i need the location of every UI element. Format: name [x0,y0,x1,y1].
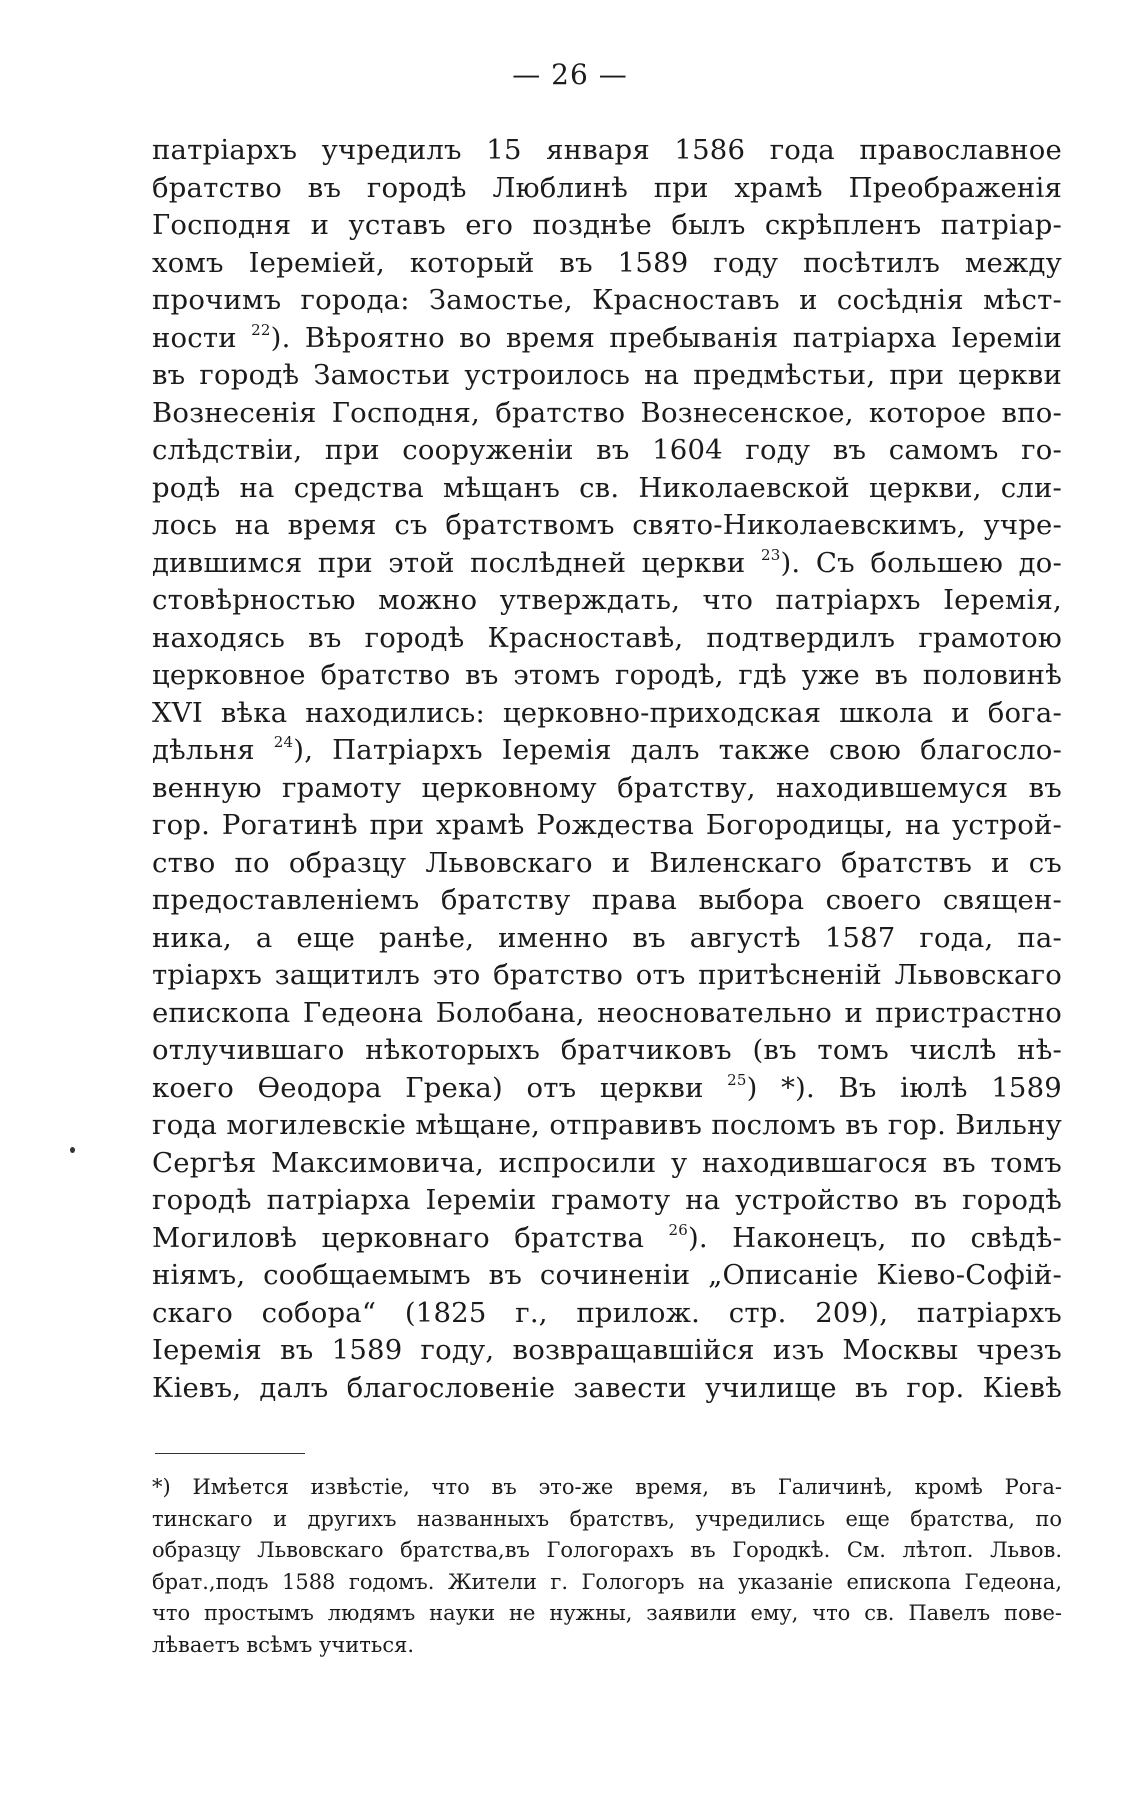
text-line [152,770,1062,808]
text-run: лось на время съ братствомъ свято-Николаевскимъ, учре- [152,509,1062,541]
main-text [152,132,1062,1407]
text-run: хомъ Іереміей, который въ 1589 году посѣтилъ между [152,246,1062,279]
footnote-reference: 23 [760,545,781,564]
text-line [152,845,1062,883]
text-run: ). Вѣроятно во время пребыванія патріарха Іереміи [270,321,1062,354]
text-line [152,1257,1062,1295]
footnote-line: брат.,подъ 1588 годомъ. Жители г. Гологоръ на указаніе епископа Гедеона, [152,1569,1062,1594]
text-run: Сергѣя Максимовича, испросили у находившагося въ томъ [152,1146,1062,1179]
text-line [152,1295,1062,1333]
text-run: братство въ городѣ Люблинѣ при храмѣ Преображенія [152,171,1062,204]
text-line [152,1370,1062,1408]
text-line [152,207,1062,245]
text-run: въ городѣ Замостьи устроилось на предмѣстьи, при церкви [152,359,1062,391]
text-line [152,357,1062,395]
text-line [152,582,1062,620]
text-run: ніямъ, сообщаемымъ въ сочиненіи „Описаніе Кіево-Софій- [152,1259,1062,1291]
text-line [152,1220,1062,1258]
footnote-separator [155,1453,305,1454]
text-line [152,882,1062,920]
footnote-line: тинскаго и другихъ названныхъ братствъ, учредились еще братства, по [152,1506,1062,1531]
text-line [152,957,1062,995]
text-line [152,1032,1062,1070]
text-run: предоставленіемъ братству права выбора своего священ- [152,884,1062,916]
text-line [152,470,1062,508]
text-line [152,507,1062,545]
text-line [152,320,1062,358]
text-line [152,432,1062,470]
text-run: патріархъ учредилъ 15 января 1586 года православное [152,134,1062,166]
text-run: отлучившаго нѣкоторыхъ братчиковъ (въ томъ числѣ нѣ- [152,1034,1062,1066]
text-line [152,695,1062,733]
margin-speck [70,1147,75,1153]
text-run: ника, а еще ранѣе, именно въ августѣ 1587 года, па- [152,921,1062,954]
text-run: Кіевъ, далъ благословеніе завести училище въ гор. Кіевѣ [152,1371,1062,1404]
footnote-reference: 22 [251,320,271,339]
text-run: прочимъ города: Замостье, Красноставъ и сосѣднія мѣст- [152,284,1062,316]
footnote-line: образцу Львовскаго братства,въ Гологорахъ въ Городкѣ. См. лѣтоп. Львов. [152,1538,1062,1562]
text-run: находясь въ городѣ Красноставѣ, подтвердилъ грамотою [152,621,1062,654]
text-run: ). Наконецъ, по свѣдѣ- [687,1221,1062,1254]
text-line [152,657,1062,695]
footnote-line: что простымъ людямъ науки не нужны, заявили ему, что св. Павелъ пове- [152,1601,1062,1625]
text-line [152,395,1062,433]
text-line [152,1107,1062,1145]
text-line [152,807,1062,845]
footnotes [152,1472,1062,1661]
text-run: стовѣрностью можно утверждать, что патріархъ Іеремія, [152,584,1062,616]
text-run: ности [152,321,252,354]
text-line [152,920,1062,958]
text-run: года могилевскіе мѣщане, отправивъ посломъ въ гор. Вильну [152,1109,1062,1141]
footnote-line: лѣваетъ всѣмъ учиться. [152,1632,415,1657]
text-run: Могиловѣ церковнаго братства [152,1221,669,1254]
text-line [152,1070,1062,1108]
text-run: слѣдствіи, при сооруженіи въ 1604 году въ самомъ го- [152,434,1062,466]
text-run: Іеремія въ 1589 году, возвращавшійся изъ Москвы чрезъ [152,1334,1062,1366]
footnote-reference: 26 [668,1220,688,1239]
text-line [152,1145,1062,1183]
text-line [152,732,1062,770]
text-line [152,282,1062,320]
text-run: церковное братство въ этомъ городѣ, гдѣ уже въ половинѣ [152,659,1062,691]
text-line [152,170,1062,208]
text-run: скаго собора“ (1825 г., прилож. стр. 209), патріархъ [152,1296,1062,1329]
text-line [152,620,1062,658]
footnote-reference: 24 [273,733,294,751]
page-number: — 26 — [512,58,628,91]
text-line [152,995,1062,1033]
text-run: ). Съ большею до- [780,546,1063,579]
text-run: XVI вѣка находились: церковно-приходская школа и бога- [152,696,1062,729]
footnote-line: *) Имѣется извѣстіе, что въ это-же время, въ Галичинѣ, кромѣ Рога- [152,1475,1062,1499]
text-run: Вознесенія Господня, братство Вознесенское, которое впо- [152,396,1062,429]
text-line [152,245,1062,283]
text-run: коего Өеодора Грека) отъ церкви [152,1071,728,1104]
text-run: епископа Гедеона Болобана, неосновательно и пристрастно [152,996,1062,1029]
text-run: тріархъ защитилъ это братство отъ притѣсненій Львовскаго [152,959,1062,991]
text-run: Господня и уставъ его позднѣе былъ скрѣпленъ патріар- [152,209,1062,241]
text-run: дѣльня [152,734,274,766]
text-line [152,1332,1062,1370]
text-line [152,1182,1062,1220]
text-line [152,545,1062,583]
text-run: ) *). Въ іюлѣ 1589 [746,1071,1062,1104]
text-line [152,132,1062,170]
text-run: родѣ на средства мѣщанъ св. Николаевской церкви, сли- [152,471,1062,504]
text-run: городѣ патріарха Іереміи грамоту на устройство въ городѣ [152,1184,1062,1216]
text-run: венную грамоту церковному братству, находившемуся въ [152,771,1062,804]
text-run: ство по образцу Львовскаго и Виленскаго братствъ и съ [152,846,1062,879]
text-run: гор. Рогатинѣ при храмѣ Рождества Богородицы, на устрой- [152,809,1062,841]
text-run: ), Патріархъ Іеремія далъ также свою благосло- [293,734,1062,766]
text-run: дившимся при этой послѣдней церкви [152,546,761,579]
footnote-reference: 25 [727,1070,747,1089]
